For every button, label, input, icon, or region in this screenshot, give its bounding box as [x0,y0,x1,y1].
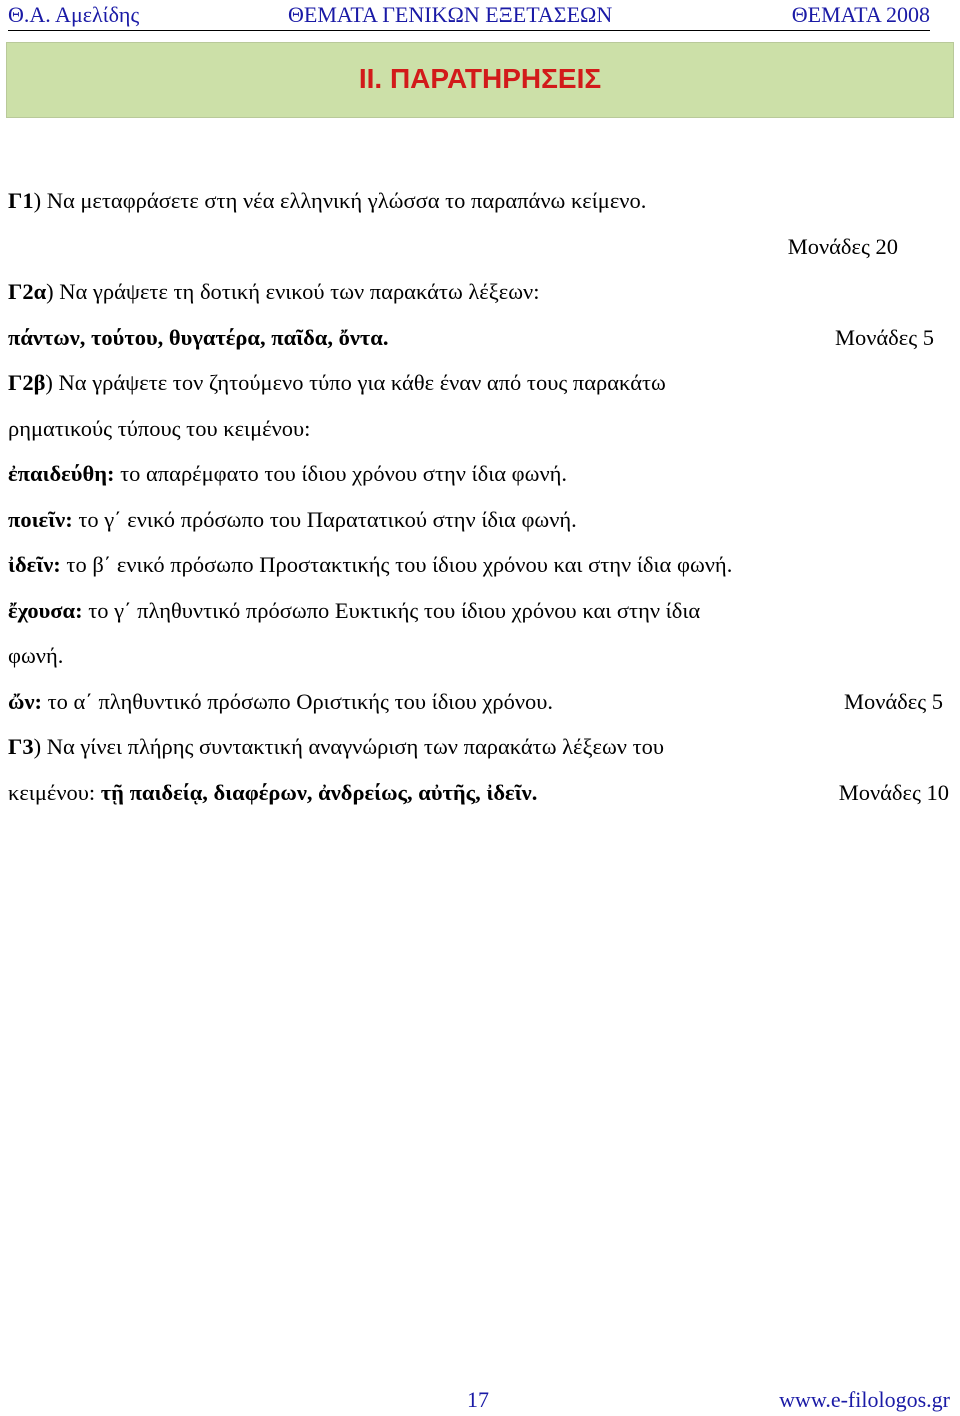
q2b-item-desc: το γ΄ πληθυντικό πρόσωπο Ευκτικής του ίδιου χρόνου και στην ίδια [82,597,701,623]
section-banner [6,42,954,118]
q2a-line [8,269,951,315]
q3-text-1: ) Να γίνει πλήρης συντακτική αναγνώριση των παρακάτω λέξεων του [33,734,665,759]
q2a-text: ) Να γράψετε τη δοτική ενικού των παρακάτω λέξεων: [46,279,540,304]
q3-points: Μονάδες 10 [838,779,949,805]
q2a-words-line [8,315,951,361]
q2b-item-word: ἰδεῖν: [8,552,61,577]
q1-line [8,178,951,224]
q2b-item-word: ἔχουσα: [8,597,83,623]
q2b-item-cont [8,633,951,679]
header-title: ΘΕΜΑΤΑ ΓΕΝΙΚΩΝ ΕΞΕΤΑΣΕΩΝ [288,2,613,27]
q2b-item-word: ὤν: [8,688,42,714]
q2b-item [8,588,951,634]
q2b-label: Γ2β [8,370,46,395]
q3-line1 [8,724,951,770]
section-title: ΙΙ. ΠΑΡΑΤΗΡΗΣΕΙΣ [358,63,602,94]
q1-text: ) Να μεταφράσετε στη νέα ελληνική γλώσσα το παραπάνω κείμενο. [33,188,647,213]
q2b-item [8,497,951,543]
questions-body [8,178,951,815]
q2b-item-desc: το β΄ ενικό πρόσωπο Προστακτικής του ίδιου χρόνου και στην ίδια φωνή. [60,552,733,577]
q2b-item-desc-cont: φωνή. [8,643,64,668]
q2b-item-desc: το α΄ πληθυντικό πρόσωπο Οριστικής του ίδιου χρόνου. [42,688,554,714]
q2b-item-desc: το γ΄ ενικό πρόσωπο του Παρατατικού στην ίδια φωνή. [72,506,577,532]
header-year: ΘΕΜΑΤΑ 2008 [791,2,930,27]
page-header [8,2,930,31]
q2a-words: πάντων, τούτου, θυγατέρα, παῖδα, ὄντα. [8,324,389,350]
q2b-item-word: ἐπαιδεύθη: [8,461,115,486]
q2b-item-word: ποιεῖν: [8,506,73,532]
header-author: Θ.Α. Αμελίδης [8,2,140,27]
page-number: 17 [467,1387,489,1412]
q1-points-line [8,224,951,270]
q3-label: Γ3 [8,734,34,759]
q2b-points: Μονάδες 5 [843,688,943,714]
q2a-label: Γ2α [8,279,47,304]
footer-site: www.e-filologos.gr [779,1387,950,1412]
q3-line2 [8,770,951,816]
q2b-item [8,679,951,725]
q2b-item [8,542,951,588]
q2b-line2 [8,406,951,452]
q2b-text-2: ρηματικούς τύπους του κειμένου: [8,415,311,441]
q3-text-2: κειμένου: [8,779,101,805]
q1-points: Μονάδες 20 [787,233,898,259]
q2b-item [8,451,951,497]
q2b-line1 [8,360,951,406]
q2a-points: Μονάδες 5 [834,324,934,350]
q2b-item-desc: το απαρέμφατο του ίδιου χρόνου στην ίδια φωνή. [114,461,568,486]
q2b-text-1: ) Να γράψετε τον ζητούμενο τύπο για κάθε έναν από τους παρακάτω [45,370,666,395]
q1-label: Γ1 [8,188,34,213]
q3-words: τῇ παιδείᾳ, διαφέρων, ἀνδρείως, αὐτῆς, ἰδεῖν. [100,779,538,805]
